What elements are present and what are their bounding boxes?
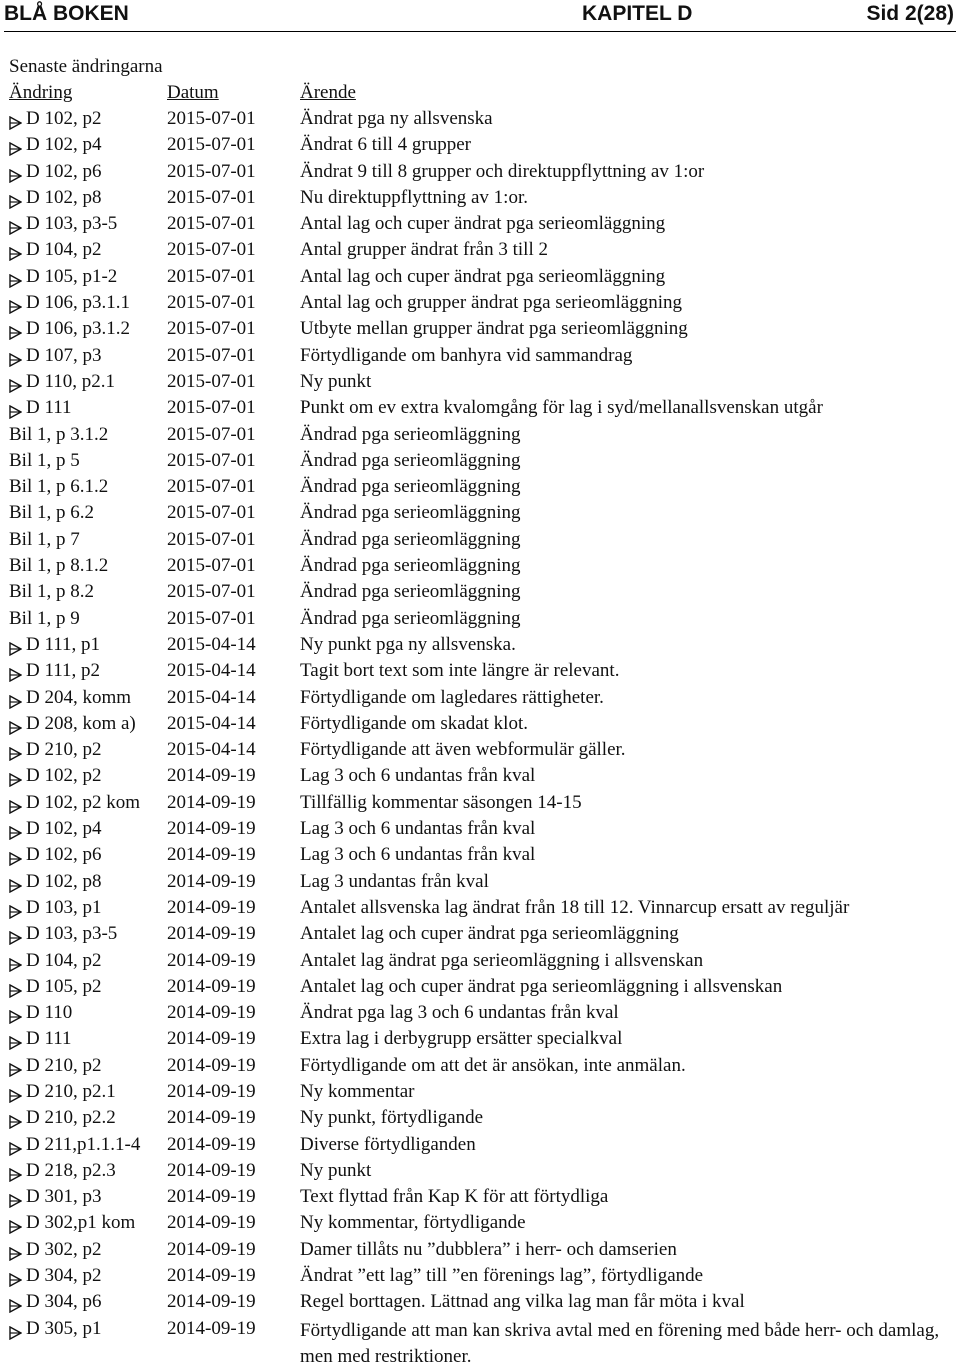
list-item bbox=[0, 1291, 960, 1317]
list-item bbox=[0, 871, 960, 897]
change-subject: Ändrad pga serieomläggning bbox=[300, 449, 521, 471]
change-subject: Ny punkt bbox=[300, 1159, 372, 1181]
change-list bbox=[0, 108, 960, 1370]
list-item bbox=[0, 713, 960, 739]
list-item bbox=[0, 634, 960, 660]
list-item bbox=[0, 976, 960, 1002]
change-subject: Ny kommentar, förtydligande bbox=[300, 1212, 526, 1234]
bullet-icon bbox=[9, 640, 22, 654]
change-date: 2015-04-14 bbox=[167, 739, 256, 761]
change-subject: Antalet allsvenska lag ändrat från 18 till 12. Vinnarcup ersatt av reguljär bbox=[300, 896, 850, 918]
change-ref: D 110 bbox=[26, 1002, 73, 1024]
change-date: 2014-09-19 bbox=[167, 1291, 256, 1313]
bullet-icon bbox=[9, 877, 22, 891]
change-subject: Regel borttagen. Lättnad ang vilka lag man får möta i kval bbox=[300, 1291, 745, 1313]
change-subject: Tagit bort text som inte längre är relevant. bbox=[300, 660, 620, 682]
bullet-icon bbox=[9, 1061, 22, 1075]
bullet-icon bbox=[9, 377, 22, 391]
list-item bbox=[0, 476, 960, 502]
change-ref: D 102, p2 kom bbox=[26, 791, 140, 813]
change-subject: Lag 3 och 6 undantas från kval bbox=[300, 844, 536, 866]
change-date: 2014-09-19 bbox=[167, 1186, 256, 1208]
change-subject: Lag 3 och 6 undantas från kval bbox=[300, 818, 536, 840]
change-ref: D 103, p1 bbox=[26, 896, 102, 918]
change-subject: Text flyttad från Kap K för att förtydliga bbox=[300, 1186, 609, 1208]
bullet-icon bbox=[9, 929, 22, 943]
list-item bbox=[0, 660, 960, 686]
list-item bbox=[0, 134, 960, 160]
list-item bbox=[0, 1318, 960, 1370]
list-item bbox=[0, 581, 960, 607]
change-ref: D 102, p8 bbox=[26, 186, 102, 208]
change-date: 2014-09-19 bbox=[167, 1107, 256, 1129]
change-subject: Förtydligande om lagledares rättigheter. bbox=[300, 686, 604, 708]
change-date: 2015-07-01 bbox=[167, 344, 256, 366]
change-ref: D 210, p2 bbox=[26, 1054, 102, 1076]
change-subject: Förtydligande att även webformulär gäller. bbox=[300, 739, 626, 761]
bullet-icon bbox=[9, 824, 22, 838]
change-date: 2014-09-19 bbox=[167, 923, 256, 945]
list-item bbox=[0, 187, 960, 213]
list-item bbox=[0, 397, 960, 423]
bullet-icon bbox=[9, 1113, 22, 1127]
list-item bbox=[0, 950, 960, 976]
change-date: 2015-07-01 bbox=[167, 160, 256, 182]
change-date: 2014-09-19 bbox=[167, 791, 256, 813]
bullet-icon bbox=[9, 1297, 22, 1311]
header-rule bbox=[4, 31, 956, 32]
bullet-icon bbox=[9, 693, 22, 707]
change-date: 2015-04-14 bbox=[167, 686, 256, 708]
change-date: 2015-07-01 bbox=[167, 213, 256, 235]
change-subject: Ändrad pga serieomläggning bbox=[300, 607, 521, 629]
change-subject: Antalet lag och cuper ändrat pga serieomläggning bbox=[300, 923, 679, 945]
change-date: 2015-07-01 bbox=[167, 370, 256, 392]
change-ref: D 107, p3 bbox=[26, 344, 102, 366]
chapter-label: KAPITEL D bbox=[582, 2, 693, 25]
change-date: 2014-09-19 bbox=[167, 1133, 256, 1155]
column-header-change: Ändring bbox=[9, 82, 73, 103]
list-item bbox=[0, 1081, 960, 1107]
change-ref: D 103, p3-5 bbox=[26, 923, 118, 945]
change-date: 2014-09-19 bbox=[167, 896, 256, 918]
list-item bbox=[0, 687, 960, 713]
change-date: 2015-07-01 bbox=[167, 528, 256, 550]
bullet-icon bbox=[9, 745, 22, 759]
change-subject: Extra lag i derbygrupp ersätter specialkval bbox=[300, 1028, 623, 1050]
change-date: 2014-09-19 bbox=[167, 844, 256, 866]
list-item bbox=[0, 1239, 960, 1265]
change-date: 2015-07-01 bbox=[167, 239, 256, 261]
change-ref: Bil 1, p 8.2 bbox=[9, 581, 94, 603]
change-date: 2015-07-01 bbox=[167, 555, 256, 577]
list-item bbox=[0, 1265, 960, 1291]
change-ref: D 211,p1.1.1-4 bbox=[26, 1133, 141, 1155]
bullet-icon bbox=[9, 850, 22, 864]
change-ref: D 305, p1 bbox=[26, 1317, 102, 1339]
change-date: 2015-07-01 bbox=[167, 292, 256, 314]
bullet-icon bbox=[9, 982, 22, 996]
bullet-icon bbox=[9, 666, 22, 680]
change-ref: D 210, p2 bbox=[26, 739, 102, 761]
change-subject: Antalet lag och cuper ändrat pga serieomläggning i allsvenskan bbox=[300, 975, 783, 997]
change-ref: D 111 bbox=[26, 397, 72, 419]
document-title: BLÅ BOKEN bbox=[4, 2, 129, 25]
list-item bbox=[0, 161, 960, 187]
bullet-icon bbox=[9, 140, 22, 154]
change-ref: Bil 1, p 8.1.2 bbox=[9, 555, 109, 577]
change-date: 2014-09-19 bbox=[167, 1265, 256, 1287]
change-ref: D 106, p3.1.1 bbox=[26, 292, 130, 314]
list-item bbox=[0, 897, 960, 923]
list-item bbox=[0, 1055, 960, 1081]
change-ref: D 111, p2 bbox=[26, 660, 101, 682]
change-ref: D 104, p2 bbox=[26, 239, 102, 261]
change-date: 2015-04-14 bbox=[167, 712, 256, 734]
list-item bbox=[0, 371, 960, 397]
change-subject: Ändrad pga serieomläggning bbox=[300, 502, 521, 524]
bullet-icon bbox=[9, 114, 22, 128]
column-header-subject: Ärende bbox=[300, 82, 356, 103]
change-subject: Ny kommentar bbox=[300, 1080, 415, 1102]
bullet-icon bbox=[9, 403, 22, 417]
bullet-icon bbox=[9, 298, 22, 312]
change-ref: D 102, p2 bbox=[26, 108, 102, 129]
change-ref: Bil 1, p 5 bbox=[9, 449, 80, 471]
page-number: Sid 2(28) bbox=[866, 2, 954, 25]
column-header-date: Datum bbox=[167, 82, 219, 103]
change-ref: Bil 1, p 7 bbox=[9, 528, 80, 550]
change-subject: Utbyte mellan grupper ändrat pga serieomläggning bbox=[300, 318, 688, 340]
change-date: 2014-09-19 bbox=[167, 818, 256, 840]
change-ref: D 103, p3-5 bbox=[26, 213, 118, 235]
change-ref: D 102, p6 bbox=[26, 844, 102, 866]
change-date: 2014-09-19 bbox=[167, 1317, 256, 1339]
change-ref: D 111, p1 bbox=[26, 633, 101, 655]
change-date: 2015-07-01 bbox=[167, 581, 256, 603]
change-ref: D 302, p2 bbox=[26, 1238, 102, 1260]
change-subject: Ändrad pga serieomläggning bbox=[300, 423, 521, 445]
change-subject: Diverse förtydliganden bbox=[300, 1133, 476, 1155]
list-item bbox=[0, 266, 960, 292]
bullet-icon bbox=[9, 956, 22, 970]
list-item bbox=[0, 1002, 960, 1028]
change-ref: D 105, p1-2 bbox=[26, 265, 118, 287]
change-subject: Ny punkt bbox=[300, 370, 372, 392]
change-date: 2015-07-01 bbox=[167, 397, 256, 419]
change-date: 2014-09-19 bbox=[167, 1080, 256, 1102]
change-subject: Ändrat 9 till 8 grupper och direktuppflyttning av 1:or bbox=[300, 160, 705, 182]
change-ref: D 102, p4 bbox=[26, 818, 102, 840]
change-ref: D 102, p2 bbox=[26, 765, 102, 787]
change-subject: Förtydligande om banhyra vid sammandrag bbox=[300, 344, 633, 366]
bullet-icon bbox=[9, 903, 22, 917]
list-item bbox=[0, 765, 960, 791]
change-subject: Nu direktuppflyttning av 1:or. bbox=[300, 186, 528, 208]
change-subject: Ny punkt, förtydligande bbox=[300, 1107, 484, 1129]
change-ref: D 110, p2.1 bbox=[26, 370, 116, 392]
list-item bbox=[0, 1212, 960, 1238]
change-date: 2015-07-01 bbox=[167, 423, 256, 445]
change-date: 2014-09-19 bbox=[167, 870, 256, 892]
list-item bbox=[0, 292, 960, 318]
change-subject: Antal lag och cuper ändrat pga serieomläggning bbox=[300, 213, 666, 235]
bullet-icon bbox=[9, 1034, 22, 1048]
change-subject: Förtydligande att man kan skriva avtal med en förening med både herr- och damlag, men med restriktioner. bbox=[300, 1319, 940, 1367]
change-subject: Förtydligande om skadat klot. bbox=[300, 712, 528, 734]
change-subject: Ändrat pga ny allsvenska bbox=[300, 108, 493, 129]
change-ref: D 204, komm bbox=[26, 686, 132, 708]
change-date: 2015-07-01 bbox=[167, 134, 256, 156]
list-item bbox=[0, 239, 960, 265]
change-date: 2014-09-19 bbox=[167, 949, 256, 971]
change-subject: Damer tillåts nu ”dubblera” i herr- och damserien bbox=[300, 1238, 677, 1260]
bullet-icon bbox=[9, 219, 22, 233]
change-date: 2014-09-19 bbox=[167, 1002, 256, 1024]
change-ref: D 111 bbox=[26, 1028, 72, 1050]
change-ref: D 301, p3 bbox=[26, 1186, 102, 1208]
list-item bbox=[0, 1134, 960, 1160]
list-item bbox=[0, 1028, 960, 1054]
bullet-icon bbox=[9, 324, 22, 338]
change-subject: Lag 3 och 6 undantas från kval bbox=[300, 765, 536, 787]
bullet-icon bbox=[9, 1324, 22, 1338]
change-subject: Förtydligande om att det är ansökan, inte anmälan. bbox=[300, 1054, 686, 1076]
list-item bbox=[0, 844, 960, 870]
change-subject: Antal lag och grupper ändrat pga serieomläggning bbox=[300, 292, 682, 314]
change-subject: Ändrad pga serieomläggning bbox=[300, 581, 521, 603]
page-header bbox=[0, 0, 960, 30]
bullet-icon bbox=[9, 1271, 22, 1285]
change-date: 2015-04-14 bbox=[167, 633, 256, 655]
change-ref: D 304, p2 bbox=[26, 1265, 102, 1287]
change-subject: Antalet lag ändrat pga serieomläggning i allsvenskan bbox=[300, 949, 704, 971]
list-item bbox=[0, 345, 960, 371]
list-item bbox=[0, 923, 960, 949]
change-date: 2015-07-01 bbox=[167, 476, 256, 498]
change-date: 2015-07-01 bbox=[167, 186, 256, 208]
change-ref: D 304, p6 bbox=[26, 1291, 102, 1313]
list-item bbox=[0, 108, 960, 134]
change-date: 2014-09-19 bbox=[167, 975, 256, 997]
list-item bbox=[0, 424, 960, 450]
list-item bbox=[0, 555, 960, 581]
bullet-icon bbox=[9, 1008, 22, 1022]
bullet-icon bbox=[9, 167, 22, 181]
change-date: 2015-07-01 bbox=[167, 108, 256, 129]
change-ref: D 210, p2.1 bbox=[26, 1080, 116, 1102]
change-date: 2014-09-19 bbox=[167, 765, 256, 787]
change-date: 2015-07-01 bbox=[167, 265, 256, 287]
change-ref: D 104, p2 bbox=[26, 949, 102, 971]
change-date: 2014-09-19 bbox=[167, 1159, 256, 1181]
change-ref: D 106, p3.1.2 bbox=[26, 318, 130, 340]
change-ref: D 102, p4 bbox=[26, 134, 102, 156]
change-subject: Tillfällig kommentar säsongen 14-15 bbox=[300, 791, 582, 813]
bullet-icon bbox=[9, 1192, 22, 1206]
change-subject: Ändrat ”ett lag” till ”en förenings lag”, förtydligande bbox=[300, 1265, 704, 1287]
change-subject: Ändrad pga serieomläggning bbox=[300, 476, 521, 498]
list-item bbox=[0, 502, 960, 528]
change-subject: Ändrad pga serieomläggning bbox=[300, 555, 521, 577]
list-item bbox=[0, 608, 960, 634]
list-item bbox=[0, 450, 960, 476]
list-item bbox=[0, 739, 960, 765]
change-date: 2014-09-19 bbox=[167, 1212, 256, 1234]
change-ref: Bil 1, p 3.1.2 bbox=[9, 423, 109, 445]
bullet-icon bbox=[9, 771, 22, 785]
bullet-icon bbox=[9, 272, 22, 286]
change-subject: Antal grupper ändrat från 3 till 2 bbox=[300, 239, 548, 261]
change-ref: D 302,p1 kom bbox=[26, 1212, 136, 1234]
bullet-icon bbox=[9, 798, 22, 812]
change-subject: Ny punkt pga ny allsvenska. bbox=[300, 633, 516, 655]
change-date: 2015-07-01 bbox=[167, 502, 256, 524]
change-subject: Ändrad pga serieomläggning bbox=[300, 528, 521, 550]
list-item bbox=[0, 1160, 960, 1186]
change-subject: Ändrat 6 till 4 grupper bbox=[300, 134, 471, 156]
change-date: 2014-09-19 bbox=[167, 1028, 256, 1050]
bullet-icon bbox=[9, 719, 22, 733]
change-ref: D 218, p2.3 bbox=[26, 1159, 116, 1181]
list-item bbox=[0, 1107, 960, 1133]
change-date: 2014-09-19 bbox=[167, 1238, 256, 1260]
list-item bbox=[0, 792, 960, 818]
column-headers bbox=[0, 82, 960, 108]
change-date: 2015-07-01 bbox=[167, 449, 256, 471]
change-ref: D 102, p8 bbox=[26, 870, 102, 892]
bullet-icon bbox=[9, 351, 22, 365]
bullet-icon bbox=[9, 193, 22, 207]
change-date: 2015-07-01 bbox=[167, 318, 256, 340]
change-ref: Bil 1, p 9 bbox=[9, 607, 80, 629]
bullet-icon bbox=[9, 1245, 22, 1259]
bullet-icon bbox=[9, 1087, 22, 1101]
change-date: 2015-07-01 bbox=[167, 607, 256, 629]
change-ref: Bil 1, p 6.2 bbox=[9, 502, 94, 524]
list-item bbox=[0, 529, 960, 555]
change-date: 2014-09-19 bbox=[167, 1054, 256, 1076]
list-item bbox=[0, 213, 960, 239]
change-subject: Punkt om ev extra kvalomgång för lag i syd/mellanallsvenskan utgår bbox=[300, 397, 823, 419]
change-subject: Antal lag och cuper ändrat pga serieomläggning bbox=[300, 265, 666, 287]
bullet-icon bbox=[9, 245, 22, 259]
change-ref: D 102, p6 bbox=[26, 160, 102, 182]
change-ref: D 208, kom a) bbox=[26, 712, 136, 734]
list-item bbox=[0, 318, 960, 344]
change-ref: Bil 1, p 6.1.2 bbox=[9, 476, 109, 498]
change-ref: D 105, p2 bbox=[26, 975, 102, 997]
section-title: Senaste ändringarna bbox=[9, 56, 163, 77]
change-subject: Lag 3 undantas från kval bbox=[300, 870, 489, 892]
change-date: 2015-04-14 bbox=[167, 660, 256, 682]
list-item bbox=[0, 1186, 960, 1212]
list-item bbox=[0, 818, 960, 844]
bullet-icon bbox=[9, 1218, 22, 1232]
change-subject: Ändrat pga lag 3 och 6 undantas från kval bbox=[300, 1002, 619, 1024]
change-ref: D 210, p2.2 bbox=[26, 1107, 116, 1129]
bullet-icon bbox=[9, 1140, 22, 1154]
bullet-icon bbox=[9, 1166, 22, 1180]
